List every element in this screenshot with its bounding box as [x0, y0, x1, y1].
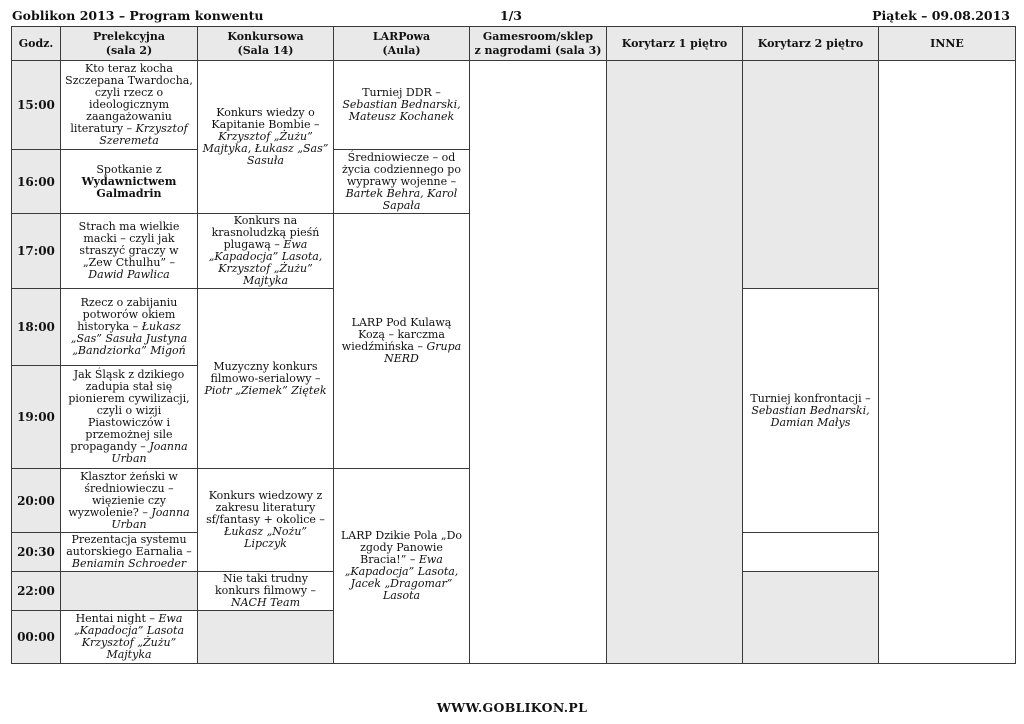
event-cell: Konkurs na krasnoludzką pieśń plugawą – Ewa „Kapadocja” Lasota, Krzysztof „Żużu” Majtyka: [198, 214, 334, 289]
col-header-korytarz1: Korytarz 1 piętro: [607, 27, 743, 61]
event-cell: LARP Dzikie Pola „Do zgody Panowie Bracia!” – Ewa „Kapadocja” Lasota, Jacek „Dragomar” Lasota: [334, 469, 470, 664]
empty-cell: [743, 572, 879, 664]
time-slot: 22:00: [12, 572, 61, 611]
event-cell: Rzecz o zabijaniu potworów okiem historyka – Łukasz „Sas” Sasuła Justyna „Bandziorka” Migoń: [61, 289, 198, 366]
schedule-table: [11, 26, 1016, 664]
col-header-prelekcyjna: Prelekcyjna (sala 2): [61, 27, 198, 61]
event-cell: Klasztor żeński w średniowieczu – więzienie czy wyzwolenie? – Joanna Urban: [61, 469, 198, 533]
empty-cell: [607, 61, 743, 664]
event-cell: Turniej DDR – Sebastian Bednarski, Mateusz Kochanek: [334, 61, 470, 150]
document-title: Goblikon 2013 – Program konwentu: [12, 8, 264, 23]
time-slot: 17:00: [12, 214, 61, 289]
empty-cell: [61, 572, 198, 611]
page-number: 1/3: [500, 8, 522, 23]
empty-cell: [743, 61, 879, 289]
time-slot: 18:00: [12, 289, 61, 366]
event-cell: Hentai night – Ewa „Kapadocja” Lasota Krzysztof „Żużu” Majtyka: [61, 611, 198, 664]
time-slot: 16:00: [12, 150, 61, 214]
date-label: Piątek – 09.08.2013: [872, 8, 1010, 23]
event-cell: Kto teraz kocha Szczepana Twardocha, czyli rzecz o ideologicznym zaangażowaniu literatury – Krzysztof Szeremeta: [61, 61, 198, 150]
col-header-korytarz2: Korytarz 2 piętro: [743, 27, 879, 61]
time-slot: 20:30: [12, 533, 61, 572]
col-header-gamesroom: Gamesroom/sklep z nagrodami (sala 3): [470, 27, 607, 61]
time-slot: 20:00: [12, 469, 61, 533]
col-header-konkursowa: Konkursowa (Sala 14): [198, 27, 334, 61]
time-slot: 19:00: [12, 366, 61, 469]
col-header-inne: INNE: [879, 27, 1016, 61]
event-cell: LARP Pod Kulawą Kozą – karczma wiedźmińska – Grupa NERD: [334, 214, 470, 469]
website-footer: WWW.GOBLIKON.PL: [436, 700, 588, 715]
event-cell: Strach ma wielkie macki – czyli jak straszyć graczy w „Zew Cthulhu” – Dawid Pawlica: [61, 214, 198, 289]
col-header-time: Godz.: [12, 27, 61, 61]
event-cell: Muzyczny konkurs filmowo-serialowy – Piotr „Ziemek” Ziętek: [198, 289, 334, 469]
time-row: [12, 61, 1016, 150]
event-cell: Spotkanie z Wydawnictwem Galmadrin: [61, 150, 198, 214]
empty-cell: [470, 61, 607, 664]
event-cell: Nie taki trudny konkurs filmowy – NACH Team: [198, 572, 334, 611]
event-cell: Konkurs wiedzowy z zakresu literatury sf/fantasy + okolice – Łukasz „Nożu” Lipczyk: [198, 469, 334, 572]
time-slot: 15:00: [12, 61, 61, 150]
time-slot: 00:00: [12, 611, 61, 664]
event-cell: Turniej konfrontacji – Sebastian Bednarski, Damian Małys: [743, 289, 879, 533]
col-header-larpowa: LARPowa (Aula): [334, 27, 470, 61]
event-cell: Jak Śląsk z dzikiego zadupia stał się pionierem cywilizacji, czyli o wizji Piastowiczów i przemożnej sile propagandy – Joanna Urban: [61, 366, 198, 469]
event-cell: Średniowiecze – od życia codziennego po wyprawy wojenne – Bartek Behra, Karol Sapała: [334, 150, 470, 214]
header-row: [12, 27, 1016, 61]
empty-cell: [879, 61, 1016, 664]
event-cell: Prezentacja systemu autorskiego Earnalia – Beniamin Schroeder: [61, 533, 198, 572]
event-cell: Konkurs wiedzy o Kapitanie Bombie – Krzysztof „Żużu” Majtyka, Łukasz „Sas” Sasuła: [198, 61, 334, 214]
empty-cell: [198, 611, 334, 664]
